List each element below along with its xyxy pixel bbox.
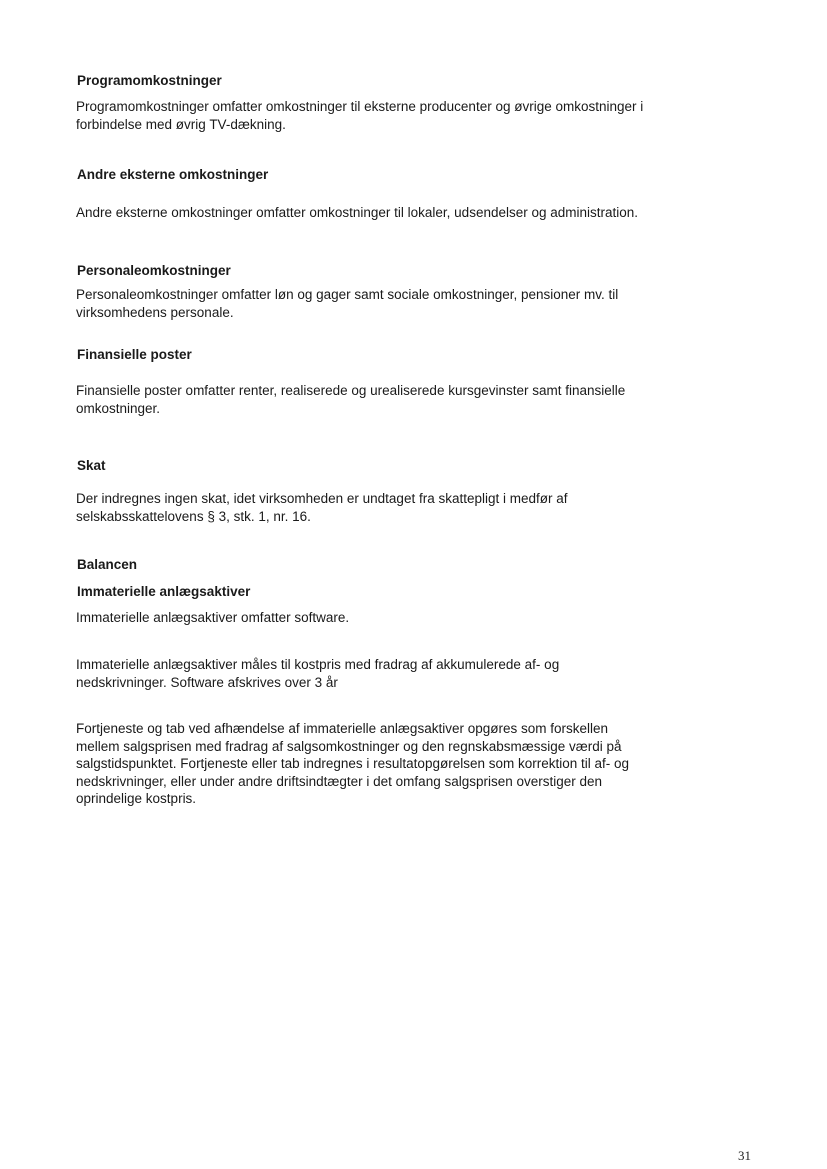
paragraph-line: mellem salgsprisen med fradrag af salgsomkostninger og den regnskabsmæssige værdi på xyxy=(76,738,622,754)
paragraph-immaterielle-2 xyxy=(76,656,559,691)
paragraph-skat xyxy=(76,490,568,525)
paragraph-line: nedskrivninger, eller under andre driftsindtægter i det omfang salgsprisen overstiger den xyxy=(76,773,603,789)
paragraph-line: Finansielle poster omfatter renter, realiserede og urealiserede kursgevinster samt finansielle xyxy=(76,383,626,398)
paragraph-immaterielle-1 xyxy=(76,609,349,627)
heading-finansielle-poster: Finansielle poster xyxy=(77,347,192,362)
heading-andre-eksterne-omkostninger: Andre eksterne omkostninger xyxy=(77,167,269,182)
paragraph-line: selskabsskattelovens § 3, stk. 1, nr. 16. xyxy=(76,508,311,524)
heading-skat: Skat xyxy=(77,458,106,473)
heading-programomkostninger: Programomkostninger xyxy=(77,73,222,88)
paragraph-programomkostninger xyxy=(76,98,643,133)
paragraph-finansielle-poster xyxy=(76,382,625,417)
paragraph-line: Personaleomkostninger omfatter løn og gager samt sociale omkostninger, pensioner mv. til xyxy=(76,287,619,302)
heading-balancen: Balancen xyxy=(77,557,138,572)
heading-personaleomkostninger: Personaleomkostninger xyxy=(77,263,231,278)
paragraph-andre-eksterne-omkostninger xyxy=(76,204,638,222)
heading-immaterielle-anlaegsaktiver: Immaterielle anlægsaktiver xyxy=(77,584,251,599)
paragraph-line: oprindelige kostpris. xyxy=(76,791,197,806)
paragraph-line: Immaterielle anlægsaktiver omfatter software. xyxy=(76,610,350,625)
paragraph-line: Immaterielle anlægsaktiver måles til kostpris med fradrag af akkumulerede af- og xyxy=(76,657,560,672)
paragraph-line: Der indregnes ingen skat, idet virksomheden er undtaget fra skattepligt i medfør af xyxy=(76,491,568,506)
paragraph-line: Andre eksterne omkostninger omfatter omkostninger til lokaler, udsendelser og administration. xyxy=(76,205,639,220)
paragraph-immaterielle-3 xyxy=(76,720,629,808)
paragraph-line: forbindelse med øvrig TV-dækning. xyxy=(76,116,286,132)
paragraph-line: virksomhedens personale. xyxy=(76,304,234,320)
paragraph-line: salgstidspunktet. Fortjeneste eller tab indregnes i resultatopgørelsen som korrektion til af- og xyxy=(76,756,630,771)
paragraph-line: Programomkostninger omfatter omkostninger til eksterne producenter og øvrige omkostninger i xyxy=(76,99,644,114)
page-number: 31 xyxy=(738,1148,751,1163)
paragraph-line: Fortjeneste og tab ved afhændelse af immaterielle anlægsaktiver opgøres som forskellen xyxy=(76,721,609,736)
paragraph-personaleomkostninger xyxy=(76,286,618,321)
paragraph-line: omkostninger. xyxy=(76,400,161,416)
paragraph-line: nedskrivninger. Software afskrives over 3 år xyxy=(76,674,338,690)
